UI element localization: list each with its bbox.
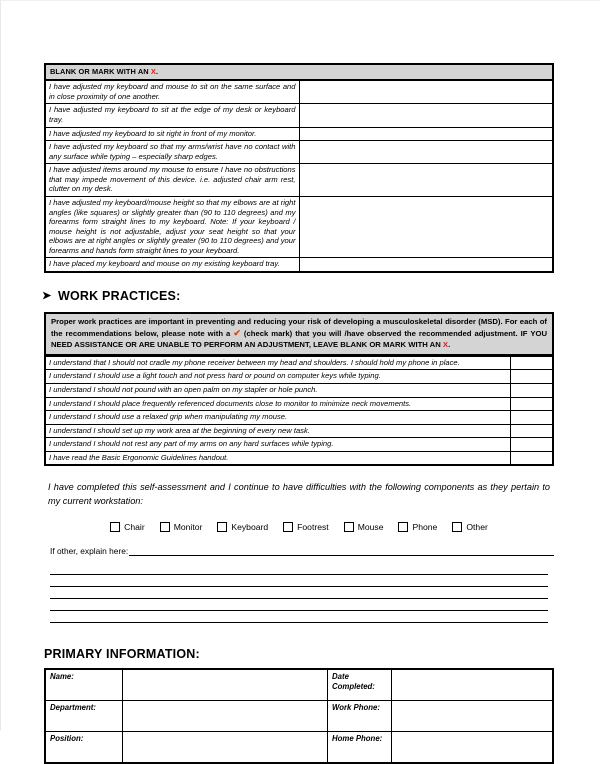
checkbox-label: Phone — [412, 521, 438, 532]
mark-cell[interactable] — [511, 383, 554, 397]
table-row — [45, 104, 553, 127]
if-other-row — [50, 546, 554, 556]
mark-cell[interactable] — [511, 397, 554, 411]
check-mark-icon: ✔ — [233, 328, 241, 339]
table-row — [45, 356, 553, 370]
mark-cell[interactable] — [299, 104, 553, 127]
mark-cell[interactable] — [299, 258, 553, 272]
table-row — [45, 411, 553, 425]
form-content — [44, 63, 554, 764]
position-label: Position: — [45, 731, 123, 763]
table-row — [45, 397, 553, 411]
checkbox-item-monitor[interactable] — [160, 522, 203, 532]
primary-information-table — [44, 668, 554, 764]
mark-cell[interactable] — [511, 438, 554, 452]
checkbox-icon[interactable] — [217, 522, 227, 532]
table-row — [45, 196, 553, 257]
checkbox-label: Monitor — [173, 521, 203, 532]
mark-cell[interactable] — [511, 451, 554, 465]
checkbox-icon[interactable] — [398, 522, 408, 532]
table-row — [45, 700, 553, 731]
statement-text: I understand I should use a light touch and not press hard or pound on computer keys while typing. — [45, 370, 511, 384]
workstation-adjustments-table — [44, 63, 554, 273]
mark-cell[interactable] — [511, 356, 554, 370]
checkbox-label: Mouse — [357, 521, 384, 532]
checkbox-label: Footrest — [297, 521, 329, 532]
intro-part2: (check mark) that you will /have observed the recommended adjustment. IF YOU NEED ASSISTANCE OR ARE UNABLE TO PERFORM AN ADJUSTMENT, LEAVE BLANK OR MARK WITH AN — [51, 329, 547, 349]
table-row — [45, 451, 553, 465]
blank-line[interactable] — [50, 575, 548, 587]
header-suffix-text: . — [155, 67, 159, 76]
checkbox-item-keyboard[interactable] — [217, 522, 268, 532]
mark-cell[interactable] — [511, 411, 554, 425]
statement-text: I have adjusted my keyboard/mouse height so that my elbows are at right angles (like squares) or slightly greater than (90 to 110 degrees) and my forearms form straight lines to my keyboard. Note: If your keyboard / mouse height is not adjustable, adjust your seat height so that your elbows are at right angles or slightly greater (90 to 110 degrees) and your forearms and hands form straight lines to your keyboard. — [45, 196, 299, 257]
checkbox-label: Keyboard — [231, 521, 269, 532]
primary-information-heading: PRIMARY INFORMATION: — [44, 646, 200, 661]
difficulty-checkbox-row — [44, 522, 554, 532]
header-mark-x: X — [150, 67, 156, 76]
mark-cell[interactable] — [299, 127, 553, 141]
position-input[interactable] — [123, 731, 328, 763]
checkbox-icon[interactable] — [160, 522, 170, 532]
table-header-row — [45, 64, 553, 80]
statement-text: I have adjusted my keyboard to sit at the edge of my desk or keyboard tray. — [45, 104, 299, 127]
statement-text: I have adjusted items around my mouse to ensure I have no obstructions that may impede movement of this device. i.e. adjusted chair arm rest, clutter on my desk. — [45, 164, 299, 197]
statement-text: I have adjusted my keyboard so that my arms/wrist have no contact with any surface while typing – especially sharp edges. — [45, 141, 299, 164]
intro-part1: Proper work practices are important in preventing and reducing your risk of developing a musculoskeletal disorder (MSD). For each of the recommendations below, please note with a — [51, 316, 547, 339]
blank-line[interactable] — [50, 563, 548, 575]
table-row — [45, 164, 553, 197]
home-phone-input[interactable] — [392, 731, 554, 763]
checkbox-item-other[interactable] — [452, 522, 488, 532]
work-practices-table — [44, 356, 554, 467]
blank-or-mark-header — [45, 64, 553, 80]
work-practices-heading — [42, 288, 554, 303]
table-row — [45, 370, 553, 384]
statement-text: I understand I should set up my work area at the beginning of every new task. — [45, 424, 511, 438]
checkbox-item-footrest[interactable] — [283, 522, 329, 532]
statement-text: I understand I should not rest any part of my arms on any hard surfaces while typing. — [45, 438, 511, 452]
checkbox-item-mouse[interactable] — [344, 522, 384, 532]
name-label: Name: — [45, 669, 123, 701]
checkbox-label: Chair — [124, 521, 145, 532]
checkbox-icon[interactable] — [344, 522, 354, 532]
mark-cell[interactable] — [511, 370, 554, 384]
intro-mark-x: X — [442, 339, 449, 349]
blank-line[interactable] — [50, 611, 548, 623]
table-row — [45, 258, 553, 272]
checkbox-icon[interactable] — [452, 522, 462, 532]
statement-text: I have adjusted my keyboard and mouse to sit on the same surface and in close proximity of one another. — [45, 80, 299, 104]
statement-text: I have adjusted my keyboard to sit right in front of my monitor. — [45, 127, 299, 141]
date-completed-label: Date Completed: — [328, 669, 392, 701]
mark-cell[interactable] — [511, 424, 554, 438]
mark-cell[interactable] — [299, 80, 553, 104]
checkbox-item-chair[interactable] — [110, 522, 145, 532]
table-row — [45, 141, 553, 164]
department-label: Department: — [45, 700, 123, 731]
explanation-blank-lines — [50, 563, 548, 623]
table-row — [45, 383, 553, 397]
name-input[interactable] — [123, 669, 328, 701]
checkbox-item-phone[interactable] — [398, 522, 437, 532]
home-phone-label: Home Phone: — [328, 731, 392, 763]
work-practices-intro — [44, 312, 554, 356]
checkbox-icon[interactable] — [283, 522, 293, 532]
table-row — [45, 127, 553, 141]
statement-text: I understand that I should not cradle my phone receiver between my head and shoulders. I should hold my phone in place. — [45, 356, 511, 370]
completion-statement: I have completed this self-assessment and I continue to have difficulties with the following components as they pertain to my current workstation: — [48, 482, 550, 507]
mark-cell[interactable] — [299, 141, 553, 164]
table-row — [45, 424, 553, 438]
primary-information-section — [44, 647, 554, 764]
mark-cell[interactable] — [299, 196, 553, 257]
statement-text: I have read the Basic Ergonomic Guidelines handout. — [45, 451, 511, 465]
blank-line[interactable] — [50, 599, 548, 611]
header-prefix-text: BLANK OR MARK WITH AN — [50, 67, 151, 76]
work-practices-table-wrap — [44, 356, 554, 467]
if-other-input[interactable] — [129, 547, 554, 556]
statement-text: I understand I should not pound with an open palm on my stapler or hole punch. — [45, 383, 511, 397]
work-phone-label: Work Phone: — [328, 700, 392, 731]
table-row — [45, 669, 553, 701]
statement-text: I understand I should place frequently referenced documents close to monitor to minimize neck movements. — [45, 397, 511, 411]
mark-cell[interactable] — [299, 164, 553, 197]
department-input[interactable] — [123, 700, 328, 731]
statement-text: I understand I should use a relaxed grip when manipulating my mouse. — [45, 411, 511, 425]
date-completed-input[interactable] — [392, 669, 554, 701]
checkbox-label: Other — [466, 521, 488, 532]
work-phone-input[interactable] — [392, 700, 554, 731]
table-row — [45, 438, 553, 452]
table-row — [45, 731, 553, 763]
table-row — [45, 80, 553, 104]
if-other-label: If other, explain here: — [50, 545, 129, 556]
statement-text: I have placed my keyboard and mouse on my existing keyboard tray. — [45, 258, 299, 272]
blank-line[interactable] — [50, 587, 548, 599]
intro-part3: . — [448, 339, 451, 349]
checkbox-icon[interactable] — [110, 522, 120, 532]
arrow-bullet-icon: ➤ — [42, 289, 52, 302]
work-practices-heading-label: WORK PRACTICES: — [58, 288, 181, 303]
